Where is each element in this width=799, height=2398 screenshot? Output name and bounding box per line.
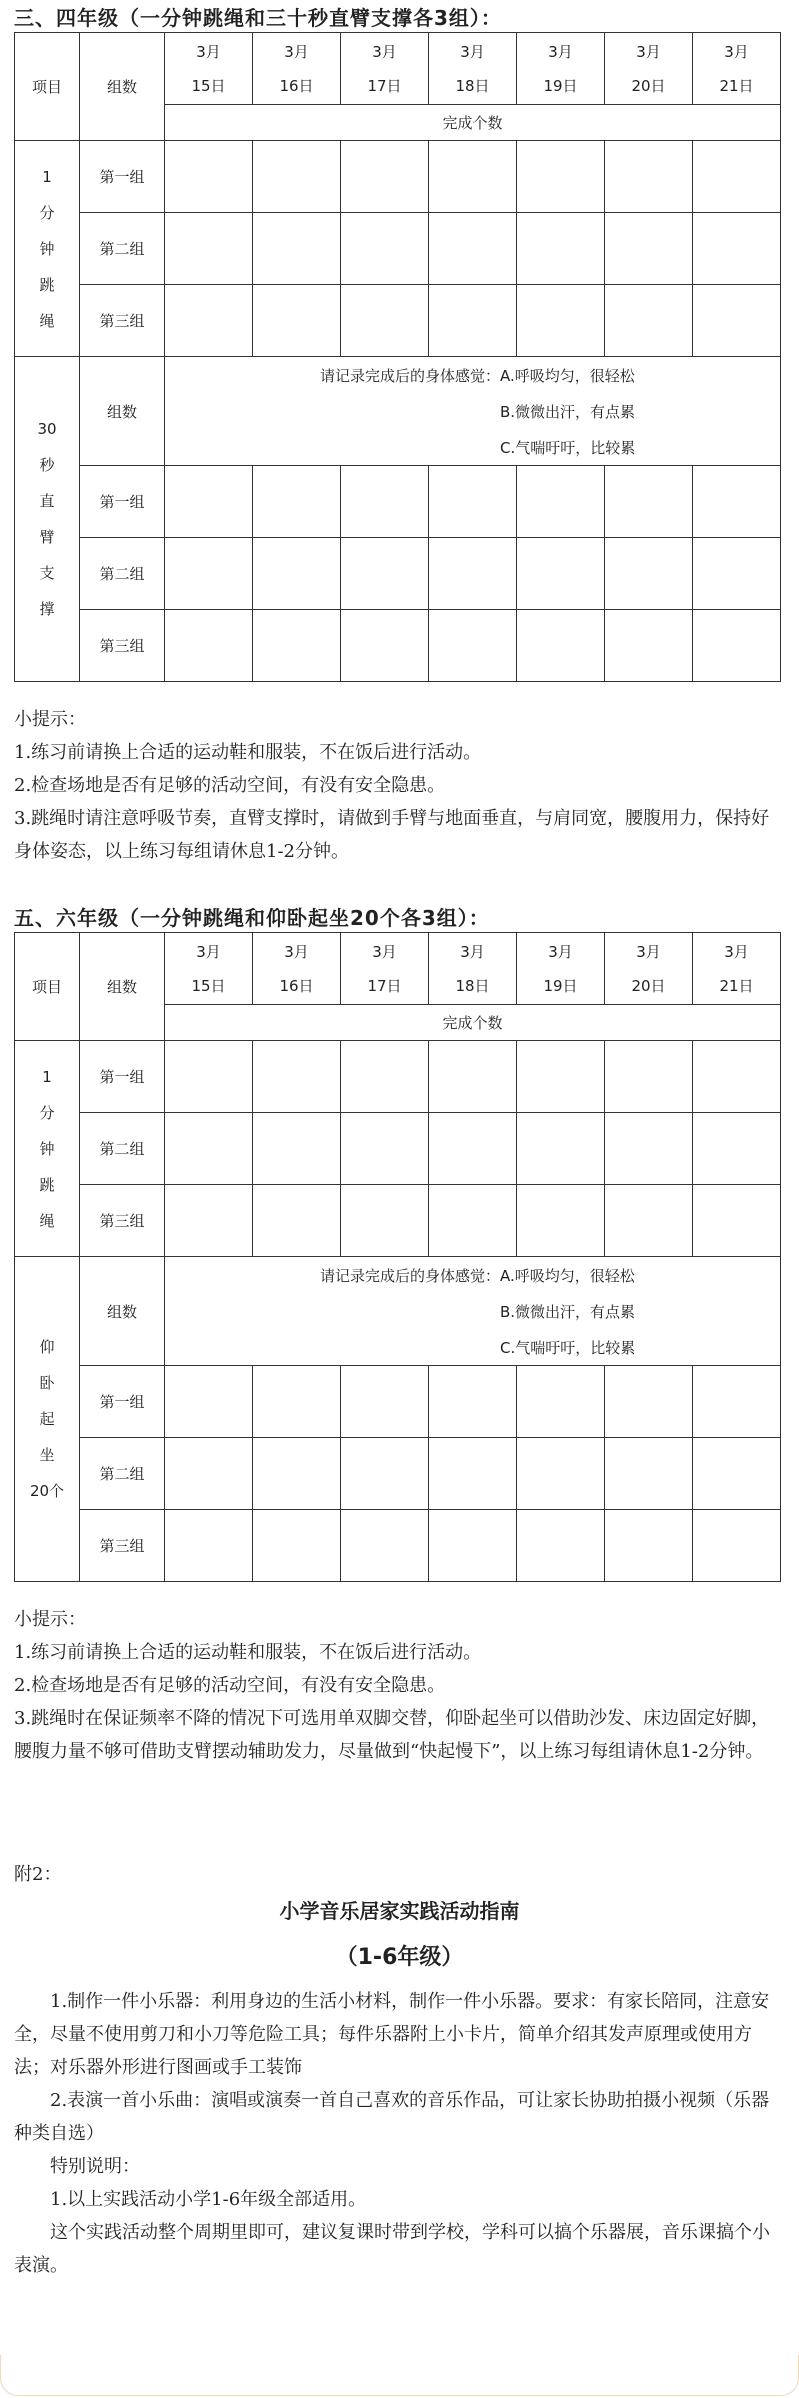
record-cell[interactable] [429,1041,517,1113]
group-label: 组数 [80,357,165,466]
body-feeling-prompt [165,357,781,466]
section6-table [14,932,781,1582]
record-cell[interactable] [429,1510,517,1582]
record-cell[interactable] [341,1510,429,1582]
event2-char: 支 [39,564,55,582]
record-cell[interactable] [253,1113,341,1185]
feel-option-a: A.呼吸均匀，很轻松 [500,1266,635,1285]
record-cell[interactable] [517,538,605,610]
record-cell[interactable] [165,466,253,538]
record-cell[interactable] [693,285,781,357]
header-group: 组数 [80,33,165,141]
guide-title: 小学音乐居家实践活动指南 [279,1899,520,1923]
group-label: 第三组 [80,610,165,682]
feel-option-a: A.呼吸均匀，很轻松 [500,366,635,385]
guide-paragraph: 2.表演一首小乐曲：演唱或演奏一首自己喜欢的音乐作品，可让家长协助拍摄小视频（乐器种类自选） [14,2090,770,2144]
event2-label [15,1257,80,1582]
record-cell[interactable] [605,1041,693,1113]
date-cell [253,933,341,1005]
record-cell[interactable] [341,1041,429,1113]
date-cell [605,33,693,105]
event2-char: 仰 [39,1338,55,1356]
group-label: 第二组 [80,1113,165,1185]
record-cell[interactable] [517,610,605,682]
date-month: 3月 [196,42,221,61]
tips-heading: 小提示： [14,709,86,730]
record-cell[interactable] [429,1185,517,1257]
event1-char: 1 [42,167,52,186]
record-cell[interactable] [605,1113,693,1185]
event2-char: 臂 [39,528,55,546]
event2-char: 卧 [39,1374,55,1392]
date-day: 18日 [455,76,490,95]
date-day: 15日 [191,76,226,95]
feel-option-b: B.微微出汗，有点累 [500,402,636,421]
guide-subtitle: （1-6年级） [335,1945,464,1970]
event1-char: 分 [39,203,55,222]
record-cell[interactable] [605,1510,693,1582]
date-day: 18日 [455,976,490,995]
record-cell[interactable] [429,466,517,538]
record-cell[interactable] [165,610,253,682]
record-cell[interactable] [253,610,341,682]
date-month: 3月 [636,942,661,961]
tip-item: 2.检查场地是否有足够的活动空间，有没有安全隐患。 [14,1675,446,1696]
record-cell[interactable] [253,141,341,213]
guide-paragraph: 这个实践活动整个周期里即可，建议复课时带到学校，学科可以搞个乐器展，音乐课搞个小表演。 [14,2222,770,2276]
record-cell[interactable] [517,1113,605,1185]
record-cell[interactable] [429,1438,517,1510]
date-month: 3月 [636,42,661,61]
date-day: 20日 [631,76,666,95]
tip-item: 3.跳绳时请注意呼吸节奏，直臂支撑时，请做到手臂与地面垂直，与肩同宽，腰腹用力，保持好身体姿态，以上练习每组请休息1-2分钟。 [14,808,770,862]
tip-item: 1.练习前请换上合适的运动鞋和服装，不在饭后进行活动。 [14,742,482,763]
record-cell[interactable] [165,1185,253,1257]
group-label: 第一组 [80,141,165,213]
record-cell[interactable] [253,1185,341,1257]
header-item: 项目 [15,933,80,1041]
record-cell[interactable] [605,1366,693,1438]
date-day: 17日 [367,76,402,95]
event2-char: 撑 [39,600,55,618]
event2-char: 坐 [39,1446,55,1464]
feel-option-b: B.微微出汗，有点累 [500,1302,636,1321]
record-cell[interactable] [693,213,781,285]
record-cell[interactable] [517,141,605,213]
section6-title: 五、六年级（一分钟跳绳和仰卧起坐20个各3组）： [14,906,490,930]
date-month: 3月 [196,942,221,961]
date-day: 21日 [719,76,754,95]
record-cell[interactable] [341,538,429,610]
guide-paragraph: 1.制作一件小乐器：利用身边的生活小材料，制作一件小乐器。要求：有家长陪同，注意安全，尽量不使用剪刀和小刀等危险工具；每件乐器附上小卡片，简单介绍其发声原理或使用方法；对乐器外形进行图画或手工装饰 [14,1991,770,2078]
date-month: 3月 [724,42,749,61]
event2-char: 30 [37,420,57,438]
date-month: 3月 [284,42,309,61]
record-cell[interactable] [165,1113,253,1185]
record-cell[interactable] [517,285,605,357]
record-cell[interactable] [165,141,253,213]
record-cell[interactable] [517,466,605,538]
record-cell[interactable] [605,1185,693,1257]
record-cell[interactable] [341,1185,429,1257]
date-cell [693,933,781,1005]
tips-heading: 小提示： [14,1609,86,1630]
record-cell[interactable] [253,213,341,285]
record-cell[interactable] [517,1438,605,1510]
date-day: 15日 [191,976,226,995]
record-cell[interactable] [605,466,693,538]
record-cell[interactable] [253,1510,341,1582]
group-label: 第三组 [80,285,165,357]
record-cell[interactable] [693,466,781,538]
record-cell[interactable] [693,610,781,682]
date-month: 3月 [460,942,485,961]
record-cell[interactable] [605,141,693,213]
event1-char: 绳 [39,311,55,330]
record-cell[interactable] [253,538,341,610]
date-month: 3月 [372,42,397,61]
record-cell[interactable] [341,466,429,538]
record-cell[interactable] [341,141,429,213]
record-cell[interactable] [165,1510,253,1582]
event1-char: 跳 [39,275,55,294]
record-cell[interactable] [517,1041,605,1113]
record-cell[interactable] [429,1366,517,1438]
event1-char: 分 [39,1103,55,1122]
record-cell[interactable] [517,1185,605,1257]
section4-tips [14,703,784,868]
event2-char: 20个 [29,1482,65,1500]
event1-label [15,1041,80,1257]
record-cell[interactable] [517,1366,605,1438]
body-feeling-prompt [165,1257,781,1366]
record-cell[interactable] [693,1113,781,1185]
record-cell[interactable] [693,538,781,610]
record-cell[interactable] [341,213,429,285]
header-item: 项目 [15,33,80,141]
date-day: 21日 [719,976,754,995]
record-cell[interactable] [517,1510,605,1582]
date-cell [341,933,429,1005]
event1-char: 1 [42,1067,52,1086]
record-cell[interactable] [429,285,517,357]
event2-label [15,357,80,682]
group-label: 第三组 [80,1185,165,1257]
tip-item: 2.检查场地是否有足够的活动空间，有没有安全隐患。 [14,775,446,796]
group-label: 第二组 [80,538,165,610]
date-month: 3月 [724,942,749,961]
event2-char: 起 [39,1410,55,1428]
section4-title: 三、四年级（一分钟跳绳和三十秒直臂支撑各3组）： [14,6,502,30]
feel-option-c: C.气喘吁吁，比较累 [500,1338,636,1357]
record-cell[interactable] [693,1366,781,1438]
tip-item: 3.跳绳时在保证频率不降的情况下可选用单双脚交替，仰卧起坐可以借助沙发、床边固定好脚，腰腹力量不够可借助支臂摆动辅助发力，尽量做到“快起慢下”，以上练习每组请休息1-2分钟。 [14,1708,770,1762]
date-day: 19日 [543,976,578,995]
date-month: 3月 [372,942,397,961]
guide-paragraph: 1.以上实践活动小学1-6年级全部适用。 [50,2189,367,2210]
event2-char: 直 [39,492,55,510]
record-cell[interactable] [429,213,517,285]
group-label: 第一组 [80,466,165,538]
record-cell[interactable] [605,285,693,357]
record-cell[interactable] [517,213,605,285]
record-cell[interactable] [253,1041,341,1113]
group-label: 第二组 [80,1438,165,1510]
record-cell[interactable] [341,1438,429,1510]
date-cell [517,933,605,1005]
date-cell [165,933,253,1005]
section4-table [14,32,781,682]
date-cell [693,33,781,105]
record-cell[interactable] [429,1113,517,1185]
date-day: 16日 [279,76,314,95]
guide-body [14,1985,784,2282]
group-label: 第三组 [80,1510,165,1582]
group-label: 第二组 [80,213,165,285]
date-month: 3月 [460,42,485,61]
tip-item: 1.练习前请换上合适的运动鞋和服装，不在饭后进行活动。 [14,1642,482,1663]
date-day: 17日 [367,976,402,995]
event1-char: 钟 [39,1139,55,1158]
record-cell[interactable] [341,610,429,682]
completed-count-header: 完成个数 [165,105,781,141]
group-label: 第一组 [80,1041,165,1113]
event2-char: 秒 [39,456,55,474]
date-month: 3月 [548,942,573,961]
appendix-label: 附2： [14,1864,62,1885]
date-cell [429,933,517,1005]
section6-tips [14,1603,784,1768]
record-cell[interactable] [341,285,429,357]
record-cell[interactable] [165,213,253,285]
event1-char: 钟 [39,239,55,258]
guide-paragraph: 特别说明： [50,2156,140,2177]
record-cell[interactable] [693,1510,781,1582]
feel-option-c: C.气喘吁吁，比较累 [500,438,636,457]
date-cell [605,933,693,1005]
record-cell[interactable] [165,538,253,610]
header-group: 组数 [80,933,165,1041]
record-cell[interactable] [429,141,517,213]
group-label: 第一组 [80,1366,165,1438]
event1-label [15,141,80,357]
date-month: 3月 [284,942,309,961]
record-cell[interactable] [605,1438,693,1510]
record-cell[interactable] [165,1438,253,1510]
feel-prompt: 请记录完成后的身体感觉： [319,366,500,385]
date-day: 20日 [631,976,666,995]
record-cell[interactable] [253,1366,341,1438]
date-cell [517,33,605,105]
date-cell [165,33,253,105]
record-cell[interactable] [693,1041,781,1113]
date-cell [341,33,429,105]
record-cell[interactable] [429,538,517,610]
record-cell[interactable] [253,285,341,357]
record-cell[interactable] [165,1366,253,1438]
record-cell[interactable] [165,1041,253,1113]
date-cell [429,33,517,105]
date-cell [253,33,341,105]
record-cell[interactable] [253,466,341,538]
record-cell[interactable] [605,538,693,610]
page-bottom-frame [0,2355,799,2396]
completed-count-header: 完成个数 [165,1005,781,1041]
record-cell[interactable] [341,1113,429,1185]
record-cell[interactable] [341,1366,429,1438]
record-cell[interactable] [253,1438,341,1510]
record-cell[interactable] [605,610,693,682]
group-label: 组数 [80,1257,165,1366]
record-cell[interactable] [693,1438,781,1510]
record-cell[interactable] [693,141,781,213]
date-month: 3月 [548,42,573,61]
date-day: 16日 [279,976,314,995]
date-day: 19日 [543,76,578,95]
feel-prompt: 请记录完成后的身体感觉： [319,1266,500,1285]
record-cell[interactable] [429,610,517,682]
record-cell[interactable] [605,213,693,285]
record-cell[interactable] [165,285,253,357]
record-cell[interactable] [693,1185,781,1257]
event1-char: 绳 [39,1211,55,1230]
event1-char: 跳 [39,1175,55,1194]
